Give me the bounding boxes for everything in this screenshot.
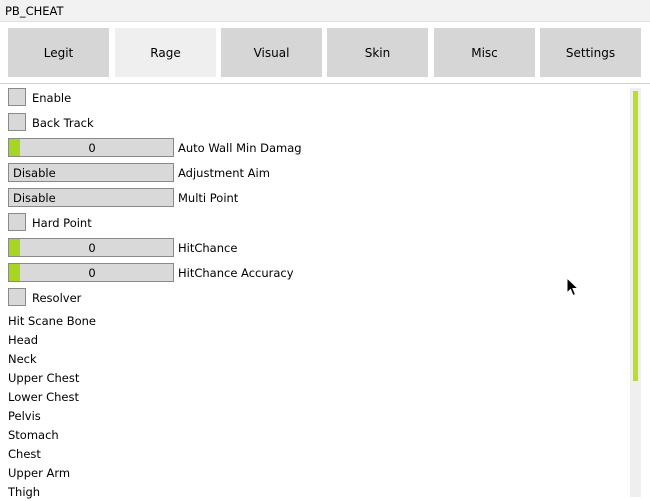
adjustment-aim-row [8,163,308,183]
tab-skin[interactable]: Skin [327,28,428,77]
adjustment-aim-dropdown[interactable] [8,163,174,182]
hit-scan-item-upper-arm[interactable]: Upper Arm [8,466,71,480]
multi-point-dropdown[interactable] [8,188,174,207]
back-track-checkbox[interactable] [8,113,26,131]
hitchance-accuracy-row [8,263,308,283]
rage-panel [0,84,650,501]
enable-checkbox[interactable] [8,88,26,106]
dropdown-value: Disable [13,166,56,180]
hit-scan-item-stomach[interactable]: Stomach [8,428,59,442]
enable-label: Enable [32,91,72,105]
resolver-checkbox[interactable] [8,288,26,306]
title-bar [0,0,650,22]
slider-value: 0 [88,266,96,280]
enable-row [8,88,208,108]
auto-wall-row [8,138,308,158]
mouse-cursor-icon [566,277,580,297]
hit-scan-item-head[interactable]: Head [8,333,39,347]
tab-settings[interactable]: Settings [540,28,641,77]
auto-wall-slider[interactable] [8,138,174,157]
hit-scan-item-chest[interactable]: Chest [8,447,41,461]
hard-point-label: Hard Point [32,216,92,230]
vertical-scrollbar[interactable] [630,88,641,497]
resolver-label: Resolver [32,291,82,305]
window-title: PB_CHEAT [5,4,64,18]
dropdown-value: Disable [13,191,56,205]
tab-visual[interactable]: Visual [221,28,322,77]
adjustment-aim-label: Adjustment Aim [178,166,270,180]
multi-point-label: Multi Point [178,191,239,205]
hitchance-accuracy-slider[interactable] [8,263,174,282]
multi-point-row [8,188,308,208]
hit-scan-item-pelvis[interactable]: Pelvis [8,409,41,423]
hitchance-slider[interactable] [8,238,174,257]
hitchance-accuracy-label: HitChance Accuracy [178,266,294,280]
hit-scan-item-lower-chest[interactable]: Lower Chest [8,390,79,404]
resolver-row [8,288,208,308]
hard-point-row [8,213,208,233]
slider-value: 0 [88,141,96,155]
slider-value: 0 [88,241,96,255]
auto-wall-label: Auto Wall Min Damag [178,141,302,155]
tab-rage[interactable]: Rage [115,28,216,77]
hit-scan-item-thigh[interactable]: Thigh [8,485,41,499]
scrollbar-thumb[interactable] [633,91,638,381]
tab-bar [0,22,650,84]
tab-legit[interactable]: Legit [8,28,109,77]
back-track-label: Back Track [32,116,94,130]
back-track-row [8,113,208,133]
tab-misc[interactable]: Misc [434,28,535,77]
hit-scan-header: Hit Scane Bone [8,314,96,328]
hard-point-checkbox[interactable] [8,213,26,231]
hitchance-row [8,238,308,258]
hitchance-label: HitChance [178,241,238,255]
hit-scan-item-neck[interactable]: Neck [8,352,37,366]
hit-scan-item-upper-chest[interactable]: Upper Chest [8,371,80,385]
